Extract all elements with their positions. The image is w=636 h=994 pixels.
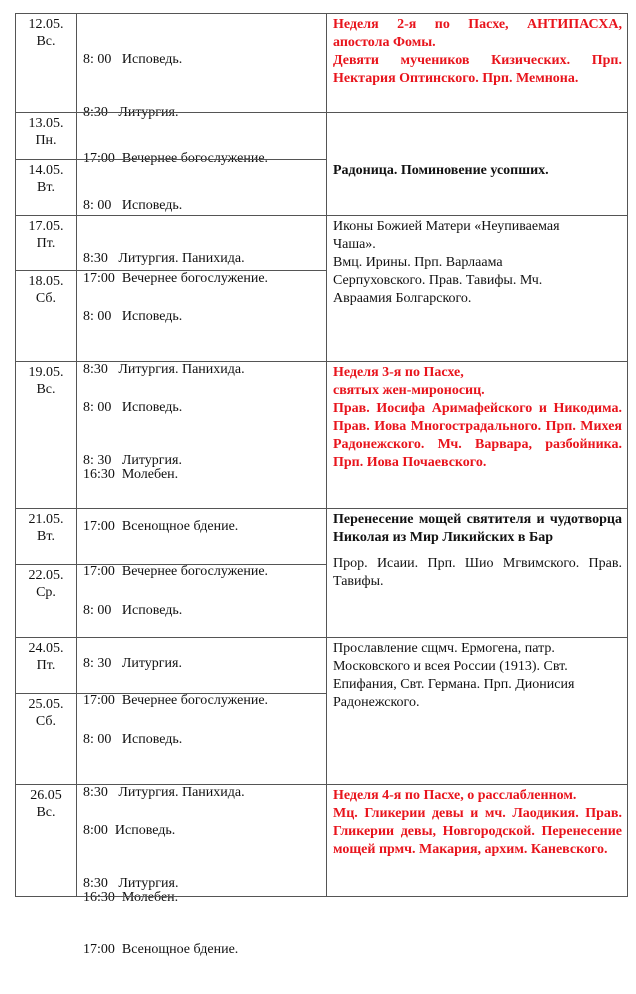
feast-subtitle: святых жен-мироносиц. bbox=[333, 383, 485, 398]
service-line: 8: 30 Литургия. bbox=[83, 655, 182, 671]
weekday: Вс. bbox=[36, 805, 56, 820]
date: 13.05. bbox=[28, 116, 64, 131]
services-cell bbox=[76, 215, 326, 286]
weekday: Вт. bbox=[37, 180, 55, 195]
date-cell bbox=[15, 361, 76, 508]
feast-cell bbox=[326, 784, 628, 897]
service-line: 8: 00 Исповедь. bbox=[83, 400, 183, 415]
date-cell bbox=[15, 159, 76, 215]
feast-title: Неделя 4-я по Пасхе, о расслабленном. bbox=[333, 788, 577, 803]
feast-cell bbox=[326, 215, 628, 361]
weekday: Сб. bbox=[35, 714, 57, 729]
feast-title: Неделя 3-я по Пасхе, bbox=[333, 365, 464, 380]
schedule-table bbox=[15, 13, 628, 957]
date-cell bbox=[15, 215, 76, 270]
feast-title: Иконы Божией Матери «Неупиваемая Чаша». bbox=[333, 219, 560, 252]
weekday: Пн. bbox=[35, 133, 57, 148]
services-cell bbox=[76, 270, 326, 534]
feast-text: Прославление сщмч. Ермогена, патр. Московского и всея России (1913). Свт. Епифания, Свт. Германа. Прп. Дионисия Радонежского. bbox=[333, 641, 575, 710]
weekday: Вт. bbox=[37, 529, 55, 544]
date: 19.05. bbox=[28, 365, 64, 380]
date-cell bbox=[15, 112, 76, 159]
services-cell bbox=[76, 637, 326, 708]
service-line: 16:30 Молебен. bbox=[83, 466, 179, 482]
date: 12.05. bbox=[28, 17, 64, 32]
service-line: 8: 00 Исповедь. bbox=[83, 732, 183, 747]
weekday: Ср. bbox=[36, 585, 56, 600]
date-cell bbox=[15, 784, 76, 897]
date-cell bbox=[15, 508, 76, 564]
date-cell bbox=[15, 13, 76, 112]
feast-text: Прав. Иосифа Аримафейского и Никодима. Прав. Иова Многострадального. Прп. Михея Радонежского. Мч. Варвара, разбойника. Прп. Иова Почаевского. bbox=[333, 401, 622, 470]
feast-title: Радоница. Поминовение усопших. bbox=[333, 163, 549, 178]
date: 14.05. bbox=[28, 163, 64, 178]
weekday: Вс. bbox=[36, 382, 56, 397]
date: 22.05. bbox=[28, 568, 64, 583]
feast-text: Прор. Исаии. Прп. Шио Мгвимского. Прав. Тавифы. bbox=[333, 556, 622, 589]
service-line: 17:00 Вечернее богослужение. bbox=[83, 564, 269, 579]
service-line: 8:30 Литургия. Панихида. bbox=[83, 361, 245, 377]
feast-title: Перенесение мощей святителя и чудотворца Николая из Мир Ликийских в Бар bbox=[333, 512, 622, 545]
services-cell bbox=[76, 159, 326, 266]
services-cell bbox=[76, 693, 326, 957]
service-line: 8:00 Исповедь. bbox=[83, 823, 176, 838]
feast-cell bbox=[326, 637, 628, 784]
date: 24.05. bbox=[28, 641, 64, 656]
weekday: Сб. bbox=[35, 291, 57, 306]
services-cell bbox=[76, 784, 326, 897]
service-line: 8:30 Литургия. bbox=[83, 875, 179, 891]
date-cell bbox=[15, 564, 76, 637]
feast-title: Неделя 2-я по Пасхе, АНТИПАСХА, апостола Фомы. bbox=[333, 17, 622, 50]
services-cell bbox=[76, 112, 326, 166]
date: 18.05. bbox=[28, 274, 64, 289]
weekday: Пт. bbox=[36, 658, 56, 673]
weekday: Вс. bbox=[36, 34, 56, 49]
services-cell bbox=[76, 361, 326, 508]
service-line: 8: 30 Литургия. bbox=[83, 452, 182, 468]
date-cell bbox=[15, 637, 76, 693]
service-line: 8: 00 Исповедь. bbox=[83, 198, 183, 213]
service-line: 8: 00 Исповедь. bbox=[83, 603, 183, 618]
service-line: 16:30 Молебен. bbox=[83, 889, 179, 905]
weekday: Пт. bbox=[36, 236, 56, 251]
feast-cell bbox=[326, 508, 628, 637]
date: 17.05. bbox=[28, 219, 64, 234]
date: 26.05 bbox=[30, 788, 62, 803]
feast-text: Вмц. Ирины. Прп. Варлаама Серпуховского. Прав. Тавифы. Мч. Авраамия Болгарского. bbox=[333, 255, 543, 306]
service-line: 17:00 Всенощное бдение. bbox=[83, 519, 239, 534]
feast-text: Девяти мучеников Кизических. Прп. Нектария Оптинского. Прп. Мемнона. bbox=[333, 53, 622, 86]
services-cell bbox=[76, 13, 326, 120]
service-line: 8:30 Литургия. Панихида. bbox=[83, 250, 245, 266]
date-cell bbox=[15, 270, 76, 361]
service-line: 8: 00 Исповедь. bbox=[83, 309, 183, 324]
feast-cell bbox=[326, 361, 628, 508]
service-line: 17:00 Вечернее богослужение. bbox=[83, 151, 269, 166]
service-line: 8: 00 Исповедь. bbox=[83, 52, 183, 67]
service-line: 8:30 Литургия. bbox=[83, 104, 179, 120]
service-line: 17:00 Вечернее богослужение. bbox=[83, 693, 269, 708]
service-line: 8:30 Литургия. Панихида. bbox=[83, 784, 245, 800]
feast-cell bbox=[326, 13, 628, 112]
date-cell bbox=[15, 693, 76, 784]
service-line: 17:00 Всенощное бдение. bbox=[83, 942, 239, 957]
service-line: 17:00 Вечернее богослужение. bbox=[83, 271, 269, 286]
feast-text: Мц. Гликерии девы и мч. Лаодикия. Прав. Гликерии девы, Новгородской. Перенесение мощей прмч. Макария, архим. Каневского. bbox=[333, 806, 622, 857]
services-cell bbox=[76, 508, 326, 579]
date: 21.05. bbox=[28, 512, 64, 527]
date: 25.05. bbox=[28, 697, 64, 712]
services-cell bbox=[76, 564, 326, 671]
feast-cell bbox=[326, 112, 628, 215]
